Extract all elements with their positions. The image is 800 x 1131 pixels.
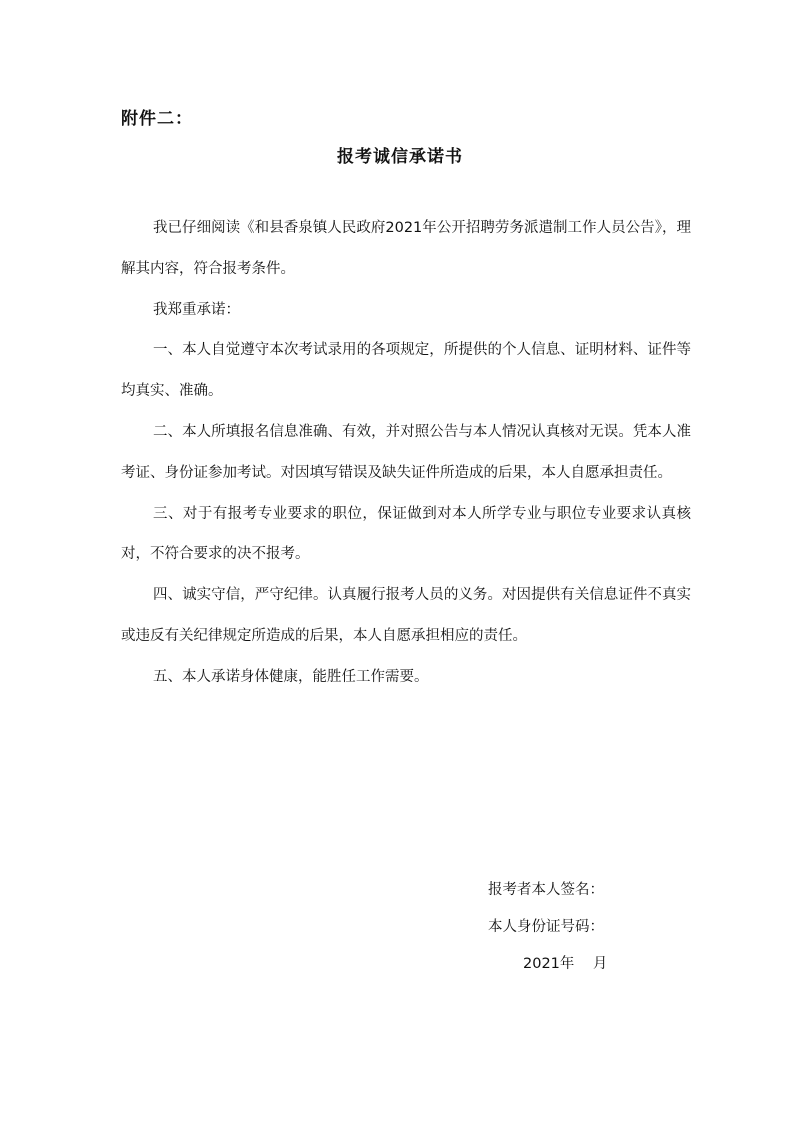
paragraph-intro: 我已仔细阅读《和县香泉镇人民政府2021年公开招聘劳务派遣制工作人员公告》，理解其内容，符合报考条件。 (121, 220, 691, 277)
signature-block (488, 872, 607, 983)
paragraph-pledge-5: 五、本人承诺身体健康，能胜任工作需要。 (153, 668, 429, 685)
document-title: 报考诚信承诺书 (337, 147, 463, 167)
signer-label: 报考者本人签名： (488, 882, 604, 898)
id-number-label: 本人身份证号码： (488, 919, 604, 935)
paragraph-pledge-4: 四、诚实守信，严守纪律。认真履行报考人员的义务。对因提供有关信息证件不真实或违反有关纪律规定所造成的后果，本人自愿承担相应的责任。 (121, 587, 691, 644)
paragraph-pledge-3: 三、对于有报考专业要求的职位，保证做到对本人所学专业与职位专业要求认真核对，不符合要求的决不报考。 (121, 505, 691, 563)
sign-date: 2021年 月 (523, 956, 608, 972)
document-body (121, 208, 691, 698)
paragraph-pledge-2: 二、本人所填报名信息准确、有效，并对照公告与本人情况认真核对无误。凭本人准考证、身份证参加考试。对因填写错误及缺失证件所造成的后果，本人自愿承担责任。 (121, 423, 691, 481)
paragraph-pledge-heading: 我郑重承诺： (153, 301, 240, 318)
attachment-label: 附件二： (121, 109, 193, 129)
paragraph-pledge-1: 一、本人自觉遵守本次考试录用的各项规定，所提供的个人信息、证明材料、证件等均真实、准确。 (121, 342, 691, 400)
